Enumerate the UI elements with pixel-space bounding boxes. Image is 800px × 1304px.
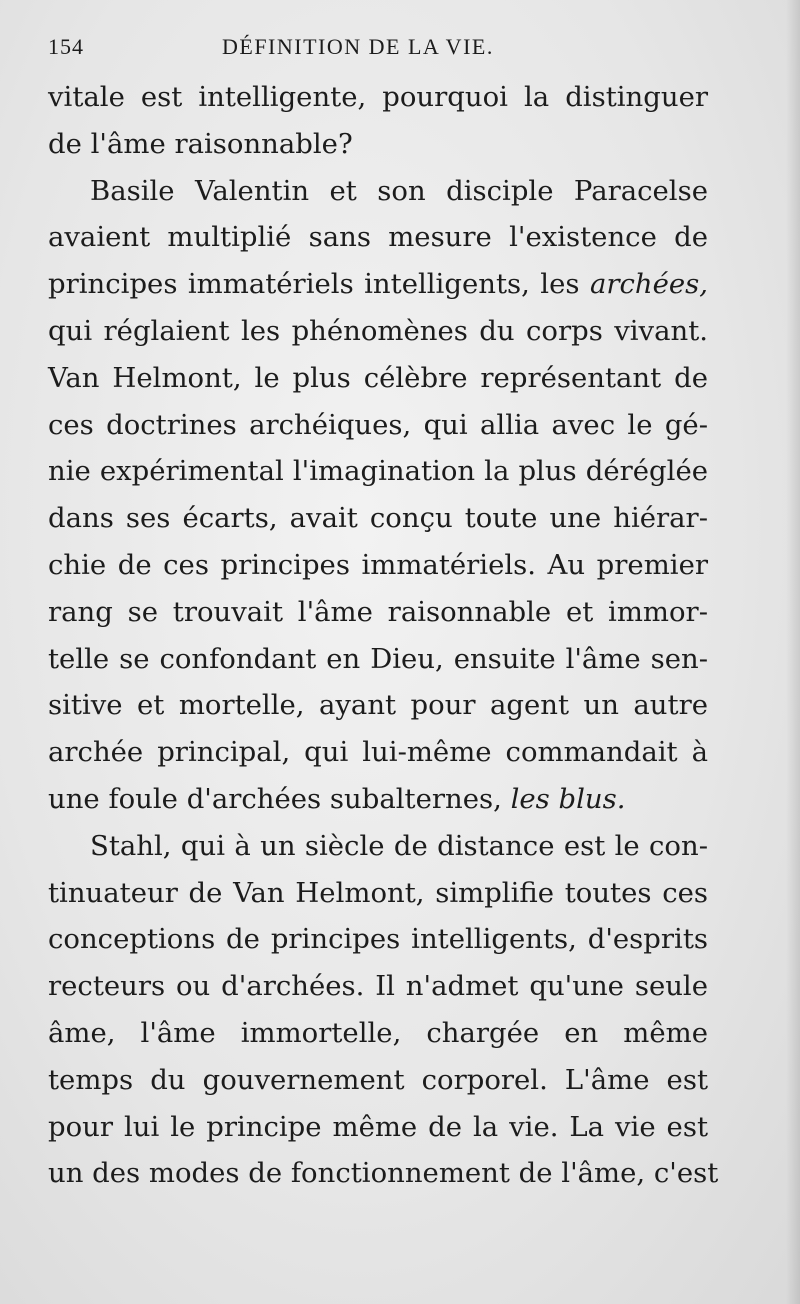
page-number: 154 <box>48 34 84 59</box>
text-line-1: vitale est intelligente, pourquoi la distinguer <box>48 81 708 113</box>
text-line-8: ces doctrines archéiques, qui allia avec le gé- <box>48 408 708 441</box>
text-line-6: qui réglaient les phénomènes du corps vivant. <box>48 314 708 347</box>
text-line-22: temps du gouvernement corporel. L'âme est <box>48 1063 708 1096</box>
italic-term-archees: archées, <box>589 268 708 301</box>
text-line-9: nie expérimental l'imagination la plus déréglée <box>48 455 708 488</box>
page-edge-shadow <box>786 0 800 1304</box>
text-line-23: pour lui le principe même de la vie. La vie est <box>48 1110 708 1143</box>
italic-term-les-blus: les blus. <box>510 782 626 815</box>
text-line-20: recteurs ou d'archées. Il n'admet qu'une seule <box>48 970 708 1003</box>
text-line-10: dans ses écarts, avait conçu toute une hiérar- <box>48 502 708 535</box>
text-line-5: principes immatériels intelligents, les archées, <box>48 268 708 301</box>
text-line-21: âme, l'âme immortelle, chargée en même <box>48 1016 708 1049</box>
running-head <box>48 32 708 62</box>
text-line-18: tinuateur de Van Helmont, simplifie toutes ces <box>48 876 708 909</box>
text-line-15: archée principal, qui lui-même commandait à <box>48 736 708 769</box>
text-line-7: Van Helmont, le plus célèbre représentant de <box>48 361 708 394</box>
text-line-4: avaient multiplié sans mesure l'existence de <box>48 221 708 254</box>
text-line-2: de l'âme raisonnable? <box>48 127 353 160</box>
text-line-3: Basile Valentin et son disciple Paracelse <box>90 174 708 207</box>
text-line-17: Stahl, qui à un siècle de distance est le con- <box>90 829 708 862</box>
text-line-12: rang se trouvait l'âme raisonnable et immor- <box>48 595 708 628</box>
text-line-24: un des modes de fonctionnement de l'âme, c'est <box>48 1157 719 1190</box>
text-line-11: chie de ces principes immatériels. Au premier <box>48 548 708 581</box>
text-line-19: conceptions de principes intelligents, d'esprits <box>48 923 708 956</box>
body-text <box>48 74 719 1197</box>
text-line-14: sitive et mortelle, ayant pour agent un autre <box>48 689 708 722</box>
running-title: DÉFINITION DE LA VIE. <box>222 34 494 59</box>
text-line-16: une foule d'archées subalternes, les blus. <box>48 782 626 815</box>
text-line-13: telle se confondant en Dieu, ensuite l'âme sen- <box>48 642 708 675</box>
